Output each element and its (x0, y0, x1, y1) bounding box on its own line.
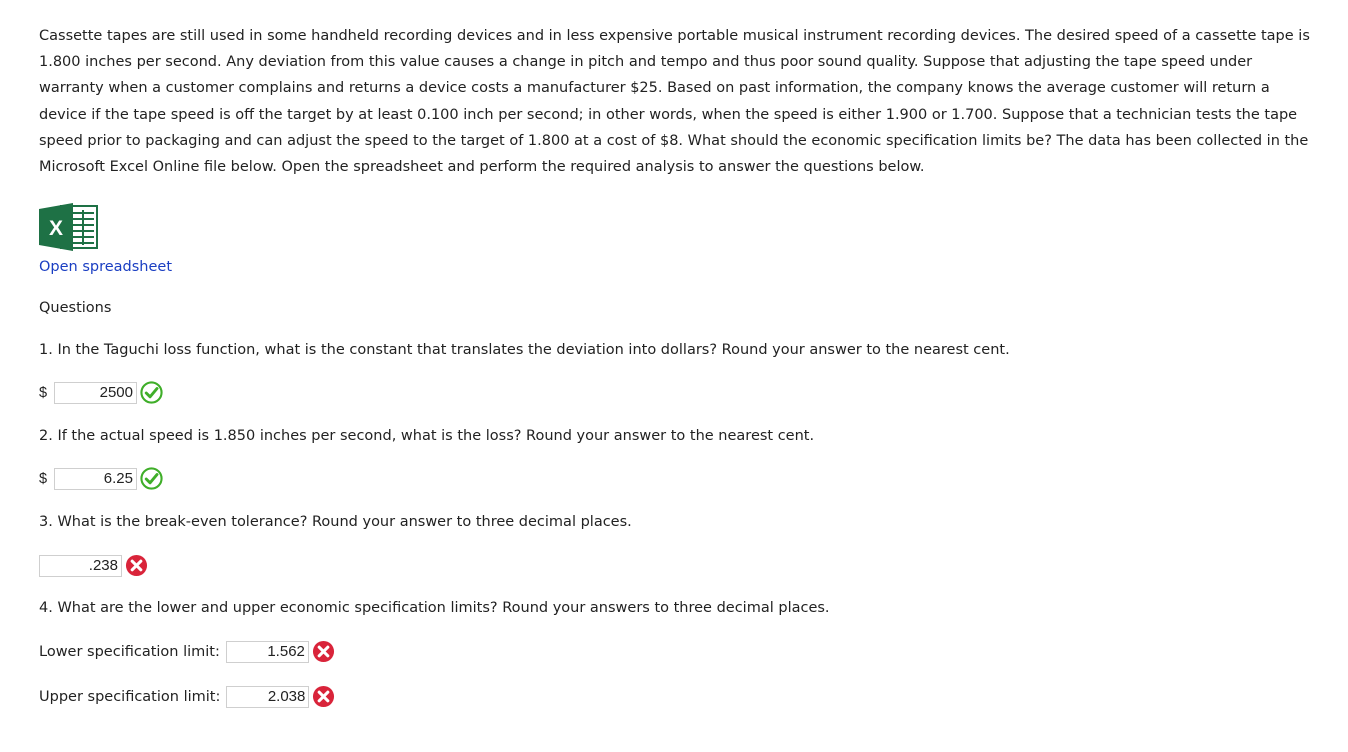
question-1-answer-input[interactable]: 2500 (54, 382, 137, 404)
problem-statement: Cassette tapes are still used in some handheld recording devices and in less expensive portable musical instrument recording devices. The desired speed of a cassette tape is 1.800 inches per second. Any deviation from this value causes a change in pitch and tempo and thus poor sound quality. Suppose that adjusting the tape speed under warranty when a customer complains and returns a device costs a manufacturer $25. Based on past information, the company knows the average customer will return a device if the tape speed is off the target by at least 0.100 inch per second; in other words, when the speed is either 1.900 or 1.700. Suppose that a technician tests the tape speed prior to packaging and can adjust the speed to the target of 1.800 at a cost of $8. What should the economic specification limits be? The data has been collected in the Microsoft Excel Online file below. Open the spreadsheet and perform the required analysis to answer the questions below. (39, 28, 1310, 176)
question-3-answer-input[interactable]: .238 (39, 555, 122, 577)
lower-limit-input[interactable]: 1.562 (226, 641, 309, 663)
correct-check-icon (140, 381, 163, 404)
question-2-text: 2. If the actual speed is 1.850 inches per second, what is the loss? Round your answer to the nearest cent. (39, 428, 815, 444)
question-1-answer-row (39, 381, 163, 404)
question-1-text: 1. In the Taguchi loss function, what is the constant that translates the deviation into dollars? Round your answer to the nearest cent. (39, 342, 1010, 358)
currency-symbol: $ (39, 470, 48, 487)
question-2-answer-input[interactable]: 6.25 (54, 468, 137, 490)
currency-symbol: $ (39, 384, 48, 401)
lower-limit-row (39, 640, 335, 663)
incorrect-x-icon (312, 685, 335, 708)
question-3-answer-row (39, 554, 148, 577)
lower-limit-label: Lower specification limit: (39, 643, 220, 660)
questions-heading: Questions (39, 300, 112, 316)
upper-limit-row (39, 685, 335, 708)
correct-check-icon (140, 467, 163, 490)
incorrect-x-icon (312, 640, 335, 663)
upper-limit-input[interactable]: 2.038 (226, 686, 309, 708)
upper-limit-label: Upper specification limit: (39, 688, 221, 705)
excel-icon-letter: X (48, 217, 64, 240)
incorrect-x-icon (125, 554, 148, 577)
question-4-text: 4. What are the lower and upper economic specification limits? Round your answers to three decimal places. (39, 600, 830, 616)
question-2-answer-row (39, 467, 163, 490)
question-3-text: 3. What is the break-even tolerance? Round your answer to three decimal places. (39, 514, 632, 530)
excel-icon[interactable] (39, 203, 99, 251)
open-spreadsheet-link[interactable]: Open spreadsheet (39, 259, 173, 275)
